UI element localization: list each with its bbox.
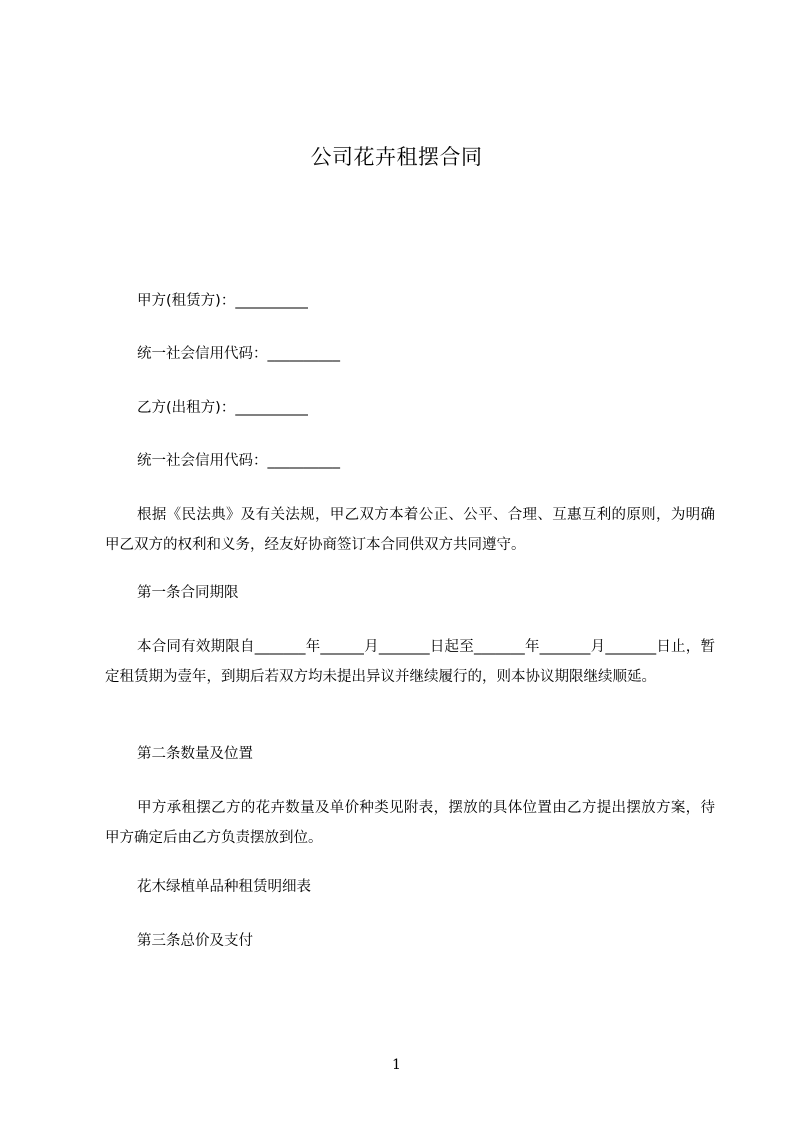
article-1-heading: 第一条合同期限 xyxy=(137,585,239,601)
article-3-heading: 第三条总价及支付 xyxy=(137,933,253,949)
party-a-credit-code-line: 统一社会信用代码：__________ xyxy=(137,346,340,362)
article-1-paragraph: 本合同有效期限自_______年______月_______日起至_______年_______月_______日止，暂定租赁期为壹年，到期后若双方均未提出异议并继续履行的，则本协议期限继续顺延。 xyxy=(105,639,715,685)
preamble-paragraph: 根据《民法典》及有关法规，甲乙双方本着公正、公平、合理、互惠互利的原则，为明确甲乙双方的权利和义务，经友好协商签订本合同供双方共同遵守。 xyxy=(105,507,715,553)
document-title: 公司花卉租摆合同 xyxy=(310,145,483,169)
page-number: 1 xyxy=(392,1057,401,1073)
rental-table-caption: 花木绿植单品种租赁明细表 xyxy=(137,879,311,895)
party-b-credit-code-line: 统一社会信用代码：__________ xyxy=(137,453,340,469)
party-b-line: 乙方(出租方)：__________ xyxy=(137,400,308,416)
article-2-heading: 第二条数量及位置 xyxy=(137,746,253,762)
party-a-line: 甲方(租赁方)：__________ xyxy=(137,293,308,309)
article-2-paragraph: 甲方承租摆乙方的花卉数量及单价种类见附表，摆放的具体位置由乙方提出摆放方案，待甲方确定后由乙方负责摆放到位。 xyxy=(105,800,715,846)
